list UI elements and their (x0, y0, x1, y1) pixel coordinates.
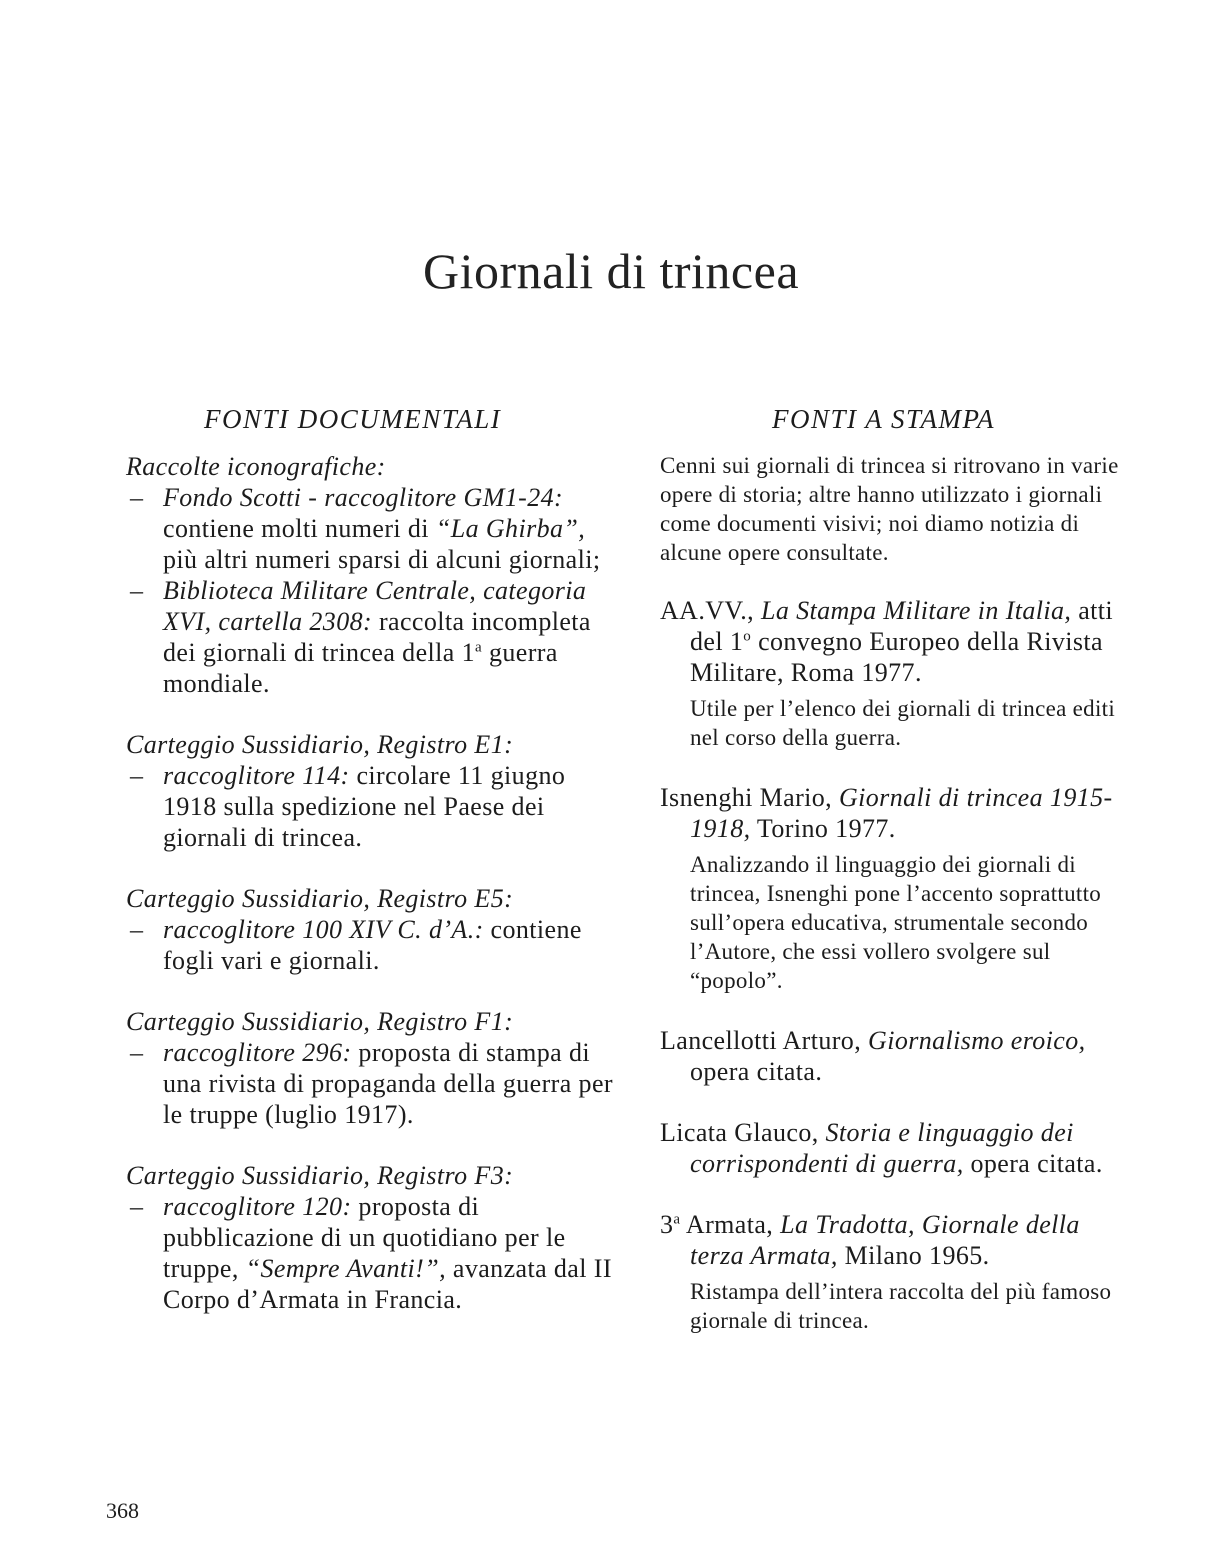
intro-paragraph: Cenni sui giornali di trincea si ritrovano in varie opere di storia; altre hanno utilizzato i giornali come documenti visivi; noi diamo notizia di alcune opere consultate. (660, 453, 1119, 565)
source-group (126, 1006, 616, 1130)
source-group (126, 451, 616, 699)
dash-bullet: – (130, 576, 144, 605)
entry-note: Analizzando il linguaggio dei giornali di trincea, Isnenghi pone l’accento soprattutto sull’opera educativa, strumentale secondo l’Autore, che essi vollero svolgere sul “popolo”. (690, 852, 1102, 993)
entry-details: opera citata. (690, 1057, 823, 1086)
entry-note: Ristampa dell’intera raccolta del più famoso giornale di trincea. (690, 1279, 1112, 1333)
entry-citation (660, 1117, 1140, 1179)
group-label: Raccolte iconografiche: (126, 452, 386, 481)
entry-author: Licata Glauco, (660, 1118, 826, 1147)
entry-details: opera citata. (963, 1149, 1103, 1178)
page-title: Giornali di trincea (422, 243, 800, 299)
entry-citation (660, 595, 1140, 688)
item-text: proposta di pubblicazione di un quotidiano per le truppe, (163, 1192, 566, 1283)
column-heading: FONTI A STAMPA (772, 404, 996, 434)
source-group (126, 883, 616, 976)
group-label: Carteggio Sussidiario, Registro F1: (126, 1007, 514, 1036)
item-text: proposta di stampa di una rivista di propaganda della guerra per le truppe (luglio 1917). (163, 1038, 613, 1129)
entry-author: Lancellotti Arturo, (660, 1026, 869, 1055)
item-reference: raccoglitore 296: (163, 1038, 352, 1067)
item-reference-title: “La Ghirba”, (435, 514, 586, 543)
column-fonti-a-stampa (660, 404, 1140, 1365)
entry-author: Armata, (680, 1210, 781, 1239)
dash-bullet: – (130, 761, 144, 790)
entry-details: atti del 1 (690, 596, 1114, 656)
bibliography-entry (660, 595, 1140, 752)
entry-citation (660, 782, 1140, 844)
entry-details: Milano 1965. (837, 1241, 990, 1270)
superscript: o (743, 628, 752, 645)
bibliography-entry (660, 1117, 1140, 1179)
superscript: a (475, 639, 483, 656)
item-text: avanzata dal II Corpo d’Armata in Francia. (163, 1254, 612, 1314)
entry-title: La Stampa Militare in Italia, (760, 596, 1072, 625)
column-heading: FONTI DOCUMENTALI (204, 404, 502, 434)
item-text: più altri numeri sparsi di alcuni giornali; (163, 545, 601, 574)
list-item (126, 1191, 616, 1315)
list-item (126, 914, 616, 976)
entry-details: Torino 1977. (750, 814, 896, 843)
list-item (126, 482, 616, 575)
bibliography-entry (660, 1209, 1140, 1335)
item-reference: raccoglitore 114: (163, 761, 350, 790)
page-number: 368 (106, 1498, 139, 1523)
entry-title: Giornalismo eroico, (868, 1026, 1086, 1055)
source-group (126, 729, 616, 853)
entry-details: convegno Europeo della Rivista Militare, Roma 1977. (690, 627, 1103, 687)
entry-author-number: 3 (660, 1210, 674, 1239)
item-reference: raccoglitore 100 XIV C. d’A.: (163, 915, 484, 944)
group-label: Carteggio Sussidiario, Registro E5: (126, 884, 514, 913)
list-item (126, 1037, 616, 1130)
entry-author: Isnenghi Mario, (660, 783, 839, 812)
column-fonti-documentali (126, 404, 616, 1345)
dash-bullet: – (130, 915, 144, 944)
entry-note: Utile per l’elenco dei giornali di trincea editi nel corso della guerra. (690, 696, 1116, 750)
bibliography-entry (660, 1025, 1140, 1087)
item-text: contiene molti numeri di (163, 514, 436, 543)
list-item (126, 575, 616, 699)
bibliography-entry (660, 782, 1140, 995)
list-item (126, 760, 616, 853)
source-group (126, 1160, 616, 1315)
entry-author: AA.VV., (660, 596, 761, 625)
item-reference: raccoglitore 120: (163, 1192, 352, 1221)
dash-bullet: – (130, 1038, 144, 1067)
entry-title: Storia e linguaggio dei corrispondenti di guerra, (690, 1118, 1074, 1178)
item-reference: Biblioteca Militare Centrale, categoria XVI, cartella 2308: (163, 576, 587, 636)
entry-citation (660, 1025, 1140, 1087)
item-text: raccolta incompleta dei giornali di trincea della 1 (163, 607, 591, 667)
superscript: a (673, 1211, 681, 1228)
group-label: Carteggio Sussidiario, Registro F3: (126, 1161, 514, 1190)
dash-bullet: – (130, 483, 144, 512)
item-text: circolare 11 giugno 1918 sulla spedizione nel Paese dei giornali di trincea. (163, 761, 566, 852)
item-text: contiene fogli vari e giornali. (163, 915, 582, 975)
item-text: guerra mondiale. (163, 638, 558, 698)
item-reference: Fondo Scotti - raccoglitore GM1-24: (163, 483, 564, 512)
entry-title: Giornali di trincea 1915-1918, (690, 783, 1113, 843)
entry-citation (660, 1209, 1140, 1271)
entry-title: La Tradotta, Giornale della terza Armata, (690, 1210, 1080, 1270)
item-reference-title: “Sempre Avanti!”, (245, 1254, 446, 1283)
group-label: Carteggio Sussidiario, Registro E1: (126, 730, 514, 759)
dash-bullet: – (130, 1192, 144, 1221)
